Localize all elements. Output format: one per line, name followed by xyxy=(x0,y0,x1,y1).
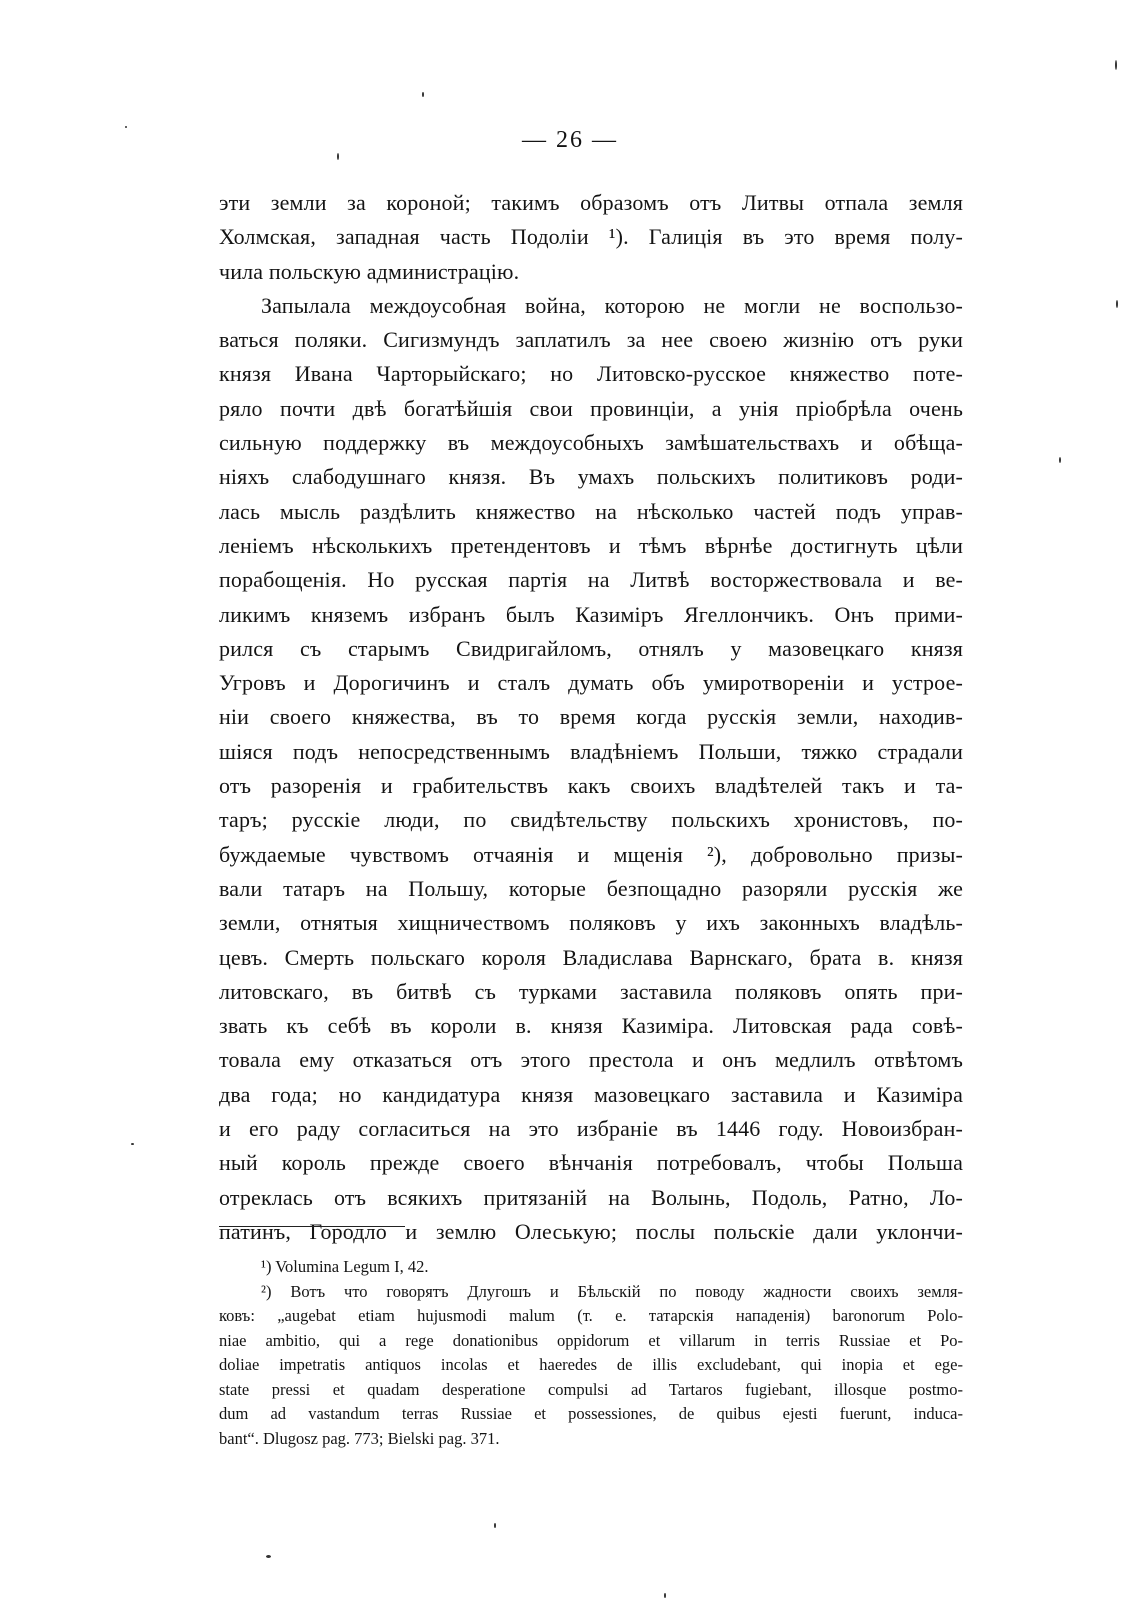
footnote-line: ковъ: „augebat etiam hujusmodi malum (т. е. татарскія нападенія) baronorum Polo- xyxy=(219,1306,963,1325)
scan-speck xyxy=(422,92,424,97)
text-line: рился съ старымъ Свидригайломъ, отнялъ у мазовецкаго князя xyxy=(219,635,963,661)
scan-speck xyxy=(266,1555,271,1558)
footnote-line: dum ad vastandum terras Russiae et possessiones, de quibus ejesti fuerunt, induca- xyxy=(219,1404,963,1423)
text-line: эти земли за короной; такимъ образомъ отъ Литвы отпала земля xyxy=(219,190,963,215)
text-line: порабощенія. Но русская партія на Литвѣ восторжествовала и ве- xyxy=(219,567,963,593)
scan-speck xyxy=(337,153,339,160)
page-number: — 26 — xyxy=(522,127,618,153)
footnote-divider xyxy=(219,1226,405,1227)
footnote-line: bant“. Dlugosz pag. 773; Bielski pag. 371. xyxy=(219,1428,500,1448)
text-line: ніи своего княжества, въ то время когда русскія земли, находив- xyxy=(219,704,963,730)
text-line: патинъ, Городло и землю Олеськую; послы польскіе дали уклончи- xyxy=(219,1218,963,1244)
text-line: шіяся подъ непосредственнымъ владѣніемъ Польши, тяжко страдали xyxy=(219,738,963,764)
text-line: отъ разоренія и грабительствъ какъ своихъ владѣтелей такъ и та- xyxy=(219,773,963,799)
scan-speck xyxy=(494,1523,496,1528)
scan-speck xyxy=(131,1143,134,1145)
text-line: князя Ивана Чарторыйскаго; но Литовско-русское княжество поте- xyxy=(219,361,963,387)
text-line: Холмская, западная часть Подоліи ¹). Галиція въ это время полу- xyxy=(219,224,963,250)
footnotes xyxy=(219,1255,963,1451)
text-line: ликимъ княземъ избранъ былъ Казиміръ Ягеллончикъ. Онъ прими- xyxy=(219,601,963,627)
text-line: ный король прежде своего вѣнчанія потребовалъ, чтобы Польша xyxy=(219,1150,963,1176)
main-text xyxy=(219,186,963,1249)
footnote-line: ²) Вотъ что говорятъ Длугошъ и Бѣльскій по поводу жадности своихъ земля- xyxy=(261,1281,963,1301)
text-line: Угровъ и Дорогичинъ и сталъ думать объ умиротвореніи и устрое- xyxy=(219,670,963,696)
text-line: земли, отнятыя хищничествомъ поляковъ у ихъ законныхъ владѣль- xyxy=(219,910,963,936)
text-line: таръ; русскіе люди, по свидѣтельству польскихъ хронистовъ, по- xyxy=(219,807,963,833)
text-line: Запылала междоусобная война, которою не могли не воспользо- xyxy=(261,292,963,318)
scan-speck xyxy=(1059,457,1061,463)
text-line: отреклась отъ всякихъ притязаній на Волынь, Подоль, Ратно, Ло- xyxy=(219,1184,963,1210)
text-line: и его раду согласиться на это избраніе въ 1446 году. Новоизбран- xyxy=(219,1116,963,1142)
scan-speck xyxy=(664,1593,666,1598)
text-line: цевъ. Смерть польскаго короля Владислава Варнскаго, брата в. князя xyxy=(219,944,963,970)
text-line: два года; но кандидатура князя мазовецкаго заставила и Казиміра xyxy=(219,1081,963,1107)
text-line: ряло почти двѣ богатѣйшія свои провинціи, а унія пріобрѣла очень xyxy=(219,395,963,421)
text-line: ніяхъ слабодушнаго князя. Въ умахъ польскихъ политиковъ роди- xyxy=(219,464,963,490)
text-line: буждаемые чувствомъ отчаянія и мщенія ²), добровольно призы- xyxy=(219,841,963,867)
text-line: чила польскую администрацію. xyxy=(219,258,520,284)
text-line: вали татаръ на Польшу, которые безпощадно разоряли русскія же xyxy=(219,875,963,901)
footnote-line: ¹) Volumina Legum I, 42. xyxy=(261,1257,429,1276)
text-line: литовскаго, въ битвѣ съ турками заставила поляковъ опять при- xyxy=(219,978,963,1004)
footnote-line: niae ambitio, qui a rege donationibus oppidorum et villarum in terris Russiae et Po- xyxy=(219,1330,963,1350)
footnote-line: state pressi et quadam desperatione compulsi ad Tartaros fugiebant, illosque postmo- xyxy=(219,1379,963,1399)
scan-speck xyxy=(1115,60,1117,70)
text-line: лась мысль раздѣлить княжество на нѣсколько частей подъ управ- xyxy=(219,498,963,524)
text-line: звать къ себѣ въ короли в. князя Казиміра. Литовская рада совѣ- xyxy=(219,1013,963,1039)
text-line: леніемъ нѣсколькихъ претендентовъ и тѣмъ вѣрнѣе достигнуть цѣли xyxy=(219,532,963,558)
text-line: сильную поддержку въ междоусобныхъ замѣшательствахъ и обѣща- xyxy=(219,430,963,456)
text-line: ваться поляки. Сигизмундъ заплатилъ за нее своею жизнію отъ руки xyxy=(219,327,963,353)
text-line: товала ему отказаться отъ этого престола и онъ медлилъ отвѣтомъ xyxy=(219,1047,963,1073)
scan-speck xyxy=(1116,300,1118,308)
footnote-line: doliae impetratis antiquos incolas et haeredes de illis excludebant, qui inopia et ege- xyxy=(219,1355,963,1374)
scan-speck xyxy=(125,126,127,128)
